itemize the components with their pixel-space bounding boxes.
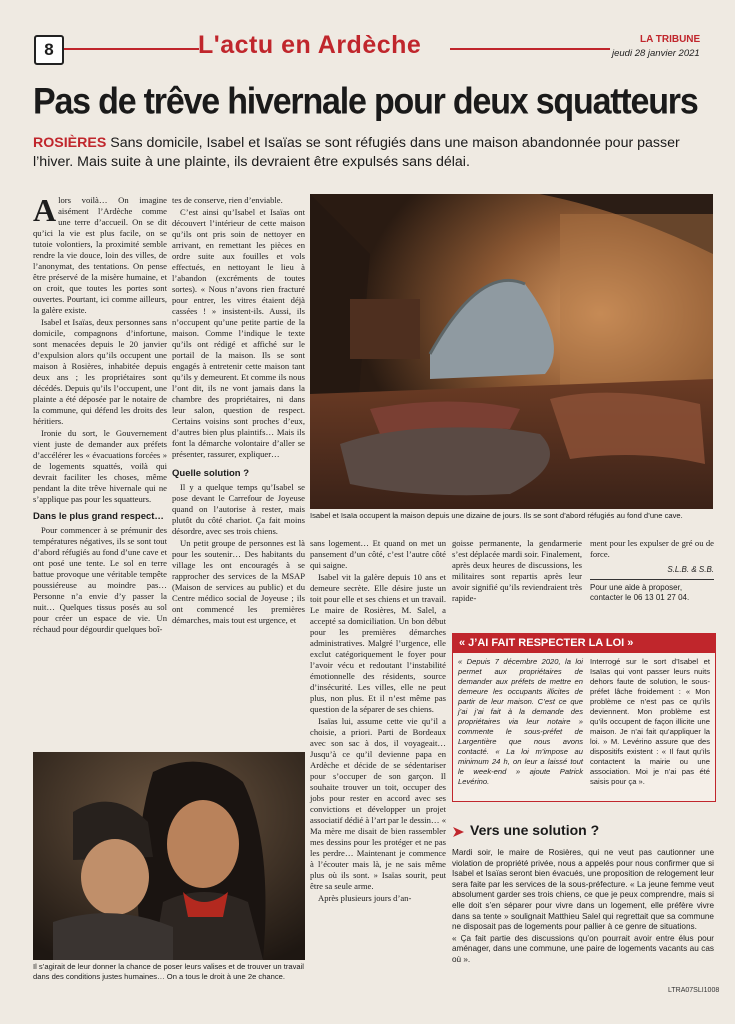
solution-arrow-icon <box>452 825 466 839</box>
publication-date: jeudi 28 janvier 2021 <box>612 48 700 59</box>
col5-paragraph-1: ment pour les expulser de gré ou de force. <box>590 538 714 559</box>
section-rule-right <box>450 48 610 50</box>
quote-box <box>452 633 716 802</box>
byline-signature: S.L.B. & S.B. <box>667 565 714 574</box>
solution-heading: Vers une solution ? <box>470 822 600 838</box>
photo-cellar <box>310 194 713 509</box>
footer-code: LTRA07SLI1008 <box>668 987 720 994</box>
photo-portrait-caption: Il s’agirait de leur donner la chance de poser leurs valises et de trouver un travail dans des conditions justes humaines… On a tous le droit à une 2e chance. <box>33 962 304 981</box>
photo-portrait <box>33 752 305 960</box>
article-column-2 <box>172 195 305 627</box>
solution-body <box>452 848 714 966</box>
page-number-box <box>34 35 64 65</box>
col2-subheading: Quelle solution ? <box>172 468 250 479</box>
col3-paragraph-3: Isaïas lui, assume cette vie qu’il a choisie, a priori. Parti de Bordeaux avec son sac à dos, il voyageait… Jusqu’à ce qu’il devienne papa en Ardèche et décide de se sédentariser pour s’occuper de son garçon. Il souhaite trouver un toit, occuper des jobs pour rester en accord avec ses convictions et développer un projet associatif dédié à l’art par le dessin… « Ma mère me disait de bien rassembler mes dessins pour les protéger et ne pas les perdre… Maintenant je commence à l’écouter mais là, je ne sais même plus où ils sont. » Isaïas sourit, peut être sa seule arme. <box>310 716 446 891</box>
publication-name: LA TRIBUNE <box>640 34 701 45</box>
solution-paragraph-2: « Ça fait partie des discussions qu’on pourrait avoir entre élus pour aménager, dans une commune, une paire de logements vacants au cas où ». <box>452 933 714 964</box>
cellar-scene-image <box>310 194 713 509</box>
article-column-3 <box>310 538 446 905</box>
col2-paragraph-1: tes de conserve, rien d’enviable. <box>172 195 283 205</box>
col1-paragraph-3: Ironie du sort, le Gouvernement vient juste de demander aux préfets d’accélérer les « évacuations forcées » de logements squattés, voilà qui devrait faciliter les choses, même pendant la dite trêve hivernale qui ne s’applique pas pour les squatteurs. <box>33 428 167 504</box>
article-column-5 <box>590 538 714 603</box>
headline: Pas de trêve hivernale pour deux squatteurs <box>33 81 698 123</box>
col1-paragraph-1: lors voilà… On imagine aisément l’Ardèche comme une terre d’accueil. On se dit qu’ici la vie est plus facile, on se tutoie volontiers, la proximité semble rendre la vie douce, loin des villes, de l’anonymat, des tentations. On pense être préservé de la misère humaine, et on croit, que toutes les portes sont ouvertes. Pourtant, ici comme ailleurs, la galère existe. <box>33 195 167 315</box>
help-contact: Pour une aide à proposer, contacter le 06 13 01 27 04. <box>590 583 690 602</box>
col1-subheading: Dans le plus grand respect… <box>33 511 164 522</box>
page-number: 8 <box>44 40 54 59</box>
lead-text: Sans domicile, Isabel et Isaïas se sont réfugiés dans une maison abandonnée pour passer l’hiver. Mais suite à une plainte, ils devraient être expulsés sans délai. <box>33 135 680 170</box>
lead-paragraph <box>33 134 713 172</box>
col3-paragraph-2: Isabel vit la galère depuis 10 ans et demeure secrète. Elle désire juste un toit pour elle et ses chiens et un travail. Le maire de Rosières, M. Salel, a accepté sa domiciliation. Un bon début pour les premières démarches administratives. Malgré l’urgence, elle exclut catégoriquement le foyer pour l’avoir vécu et redoutant l’instabilité émotionnelle des résidents, source d’insécurité. Les villes, elle ne peut plus, non plus. Et il n’est même pas question de la séparer de ses chiens. <box>310 572 446 714</box>
photo-cellar-caption: Isabel et Isaïa occupent la maison depuis une dizaine de jours. Ils se sont d’abord réfugiés au fond d’une cave. <box>310 511 683 520</box>
col1-paragraph-4: Pour commencer à se prémunir des températures négatives, ils se sont tout d’abord réfugiés au fond d’une cave et ont posé une tente. Le sol en terre battue provoque une véritable tempête poussiéreuse au moindre pas… Personne n’a envie d’y passer la nuit… Quelques tissus posés au sol pour créer un espace de vie. Un réchaud pour dégourdir quelques boî- <box>33 525 167 634</box>
article-column-4 <box>452 538 582 605</box>
portrait-image <box>33 752 305 960</box>
article-column-1 <box>33 192 167 636</box>
quote-box-right: Interrogé sur le sort d’Isabel et Isaïas qui vont passer leurs nuits dehors faute de solution, le sous-préfet lâche froidement : « Mon problème ce n’est pas ce qu’ils deviennent. Mon problème est qu’ils occupent de façon illicite une maison. Je n’ai fait qu’appliquer la loi. » M. Levérino assure que des dispositifs existent : « Il faut qu’ils contactent la mairie ou une association. Moi je n’ai pas été saisis pour ça ». <box>590 657 710 786</box>
lead-place: ROSIÈRES <box>33 135 107 151</box>
solution-paragraph-1: Mardi soir, le maire de Rosières, qui ne veut pas cautionner une violation de propriété privée, nous a appelés pour nous confirmer que si Isabel et Isaïas seront bien évacués, une proposition de relogement leur sera faite par les services de la sous-préfecture. « La jeune femme veut absolument garder ses trois chiens, ce que je peux comprendre, mais si elle doit s’en séparer pour vivre dans un logement, elle préfère vivre dans sa tente » soulignait Matthieu Salel qui regrettait que sa commune ne disposait pas de logements pour pallier à ce genre de situations. <box>452 848 714 932</box>
col3-paragraph-4: Après plusieurs jours d’an- <box>318 893 412 903</box>
col2-paragraph-3: Il y a quelque temps qu’Isabel se pose devant le Carrefour de Joyeuse quand on l’autorise à rester, mais plutôt du côté chariot. Ça fait moins désordre, avec ses trois chiens. <box>172 482 305 536</box>
section-title: L'actu en Ardèche <box>198 31 422 59</box>
section-rule <box>64 48 199 50</box>
col4-paragraph-1: goisse permanente, la gendarmerie s’est déplacée mardi soir. Finalement, après deux heures de discussions, les militaires sont repartis après leur avoir signifié qu’ils reviendraient très rapide- <box>452 538 582 603</box>
col1-paragraph-2: Isabel et Isaïas, deux personnes sans domicile, compagnons d’infortune, sont menacées depuis le 20 janvier d’expulsion alors qu’ils occupent une maison à Rosières, inhabitée depuis deux ans ; les propriétaires sont décédés. Depuis qu’ils l’occupent, une plainte a été déposée par le notaire de la commune, qui défend les droits des héritiers. <box>33 317 167 426</box>
col2-paragraph-4: Un petit groupe de personnes est là pour les soutenir… Des habitants du village les ont encouragés à se rapprocher des services de la MSAP (Maison de services au public) et du Centre médico social de Joyeuse ; ils ont commencé les premières démarches, mais tout est urgence, et <box>172 538 305 625</box>
quote-box-left: « Depuis 7 décembre 2020, la loi permet aux propriétaires de demander aux préfets de mettre en demeure les occupants illicites de partir de leur maison. C’est ce que j’ai j’ai fait à la demande des propriétaires via leur notaire » commente le sous-préfet de Largentière que nous avons contacté. « La loi m’impose au minimum 24 h, on leur a laissé tout le week-end » ajoute Patrick Levérino. <box>458 657 583 786</box>
col2-paragraph-2: C’est ainsi qu’Isabel et Isaïas ont découvert l’intérieur de cette maison qu’ils ont pris soin de nettoyer en arrivant, en remettant les pièces en ordre suite aux fouilles et vols effectués, en nettoyant le lieu à l’abandon (excréments de toutes sortes). « Nous n’avons rien fracturé pour entrer, les vitres étaient déjà cassées ! » insistent-ils. Aussi, ils n’occupent qu’une petite partie de la maison. Comme l’indique le texte qu’ils ont rédigé et affiché sur le portail de la maison. Ils se sont engagés à entretenir cette maison tant qu’ils y demeurent. Et comme ils nous l’ont dit, ils ne vont jamais dans la chambre des propriétaires, ni dans leur salon, question de respect. Certains voisins sont proches d’eux, d’autres bien plus plaintifs… Mais ils font la démarche volontaire d’aller se présenter, rassurer, expliquer… <box>172 207 305 459</box>
drop-cap: A <box>33 192 57 228</box>
col3-paragraph-1: sans logement… Et quand on met un pansement d’un côté, c’est l’autre côté qui saigne. <box>310 538 446 570</box>
quote-box-title: « J’AI FAIT RESPECTER LA LOI » <box>453 634 715 653</box>
